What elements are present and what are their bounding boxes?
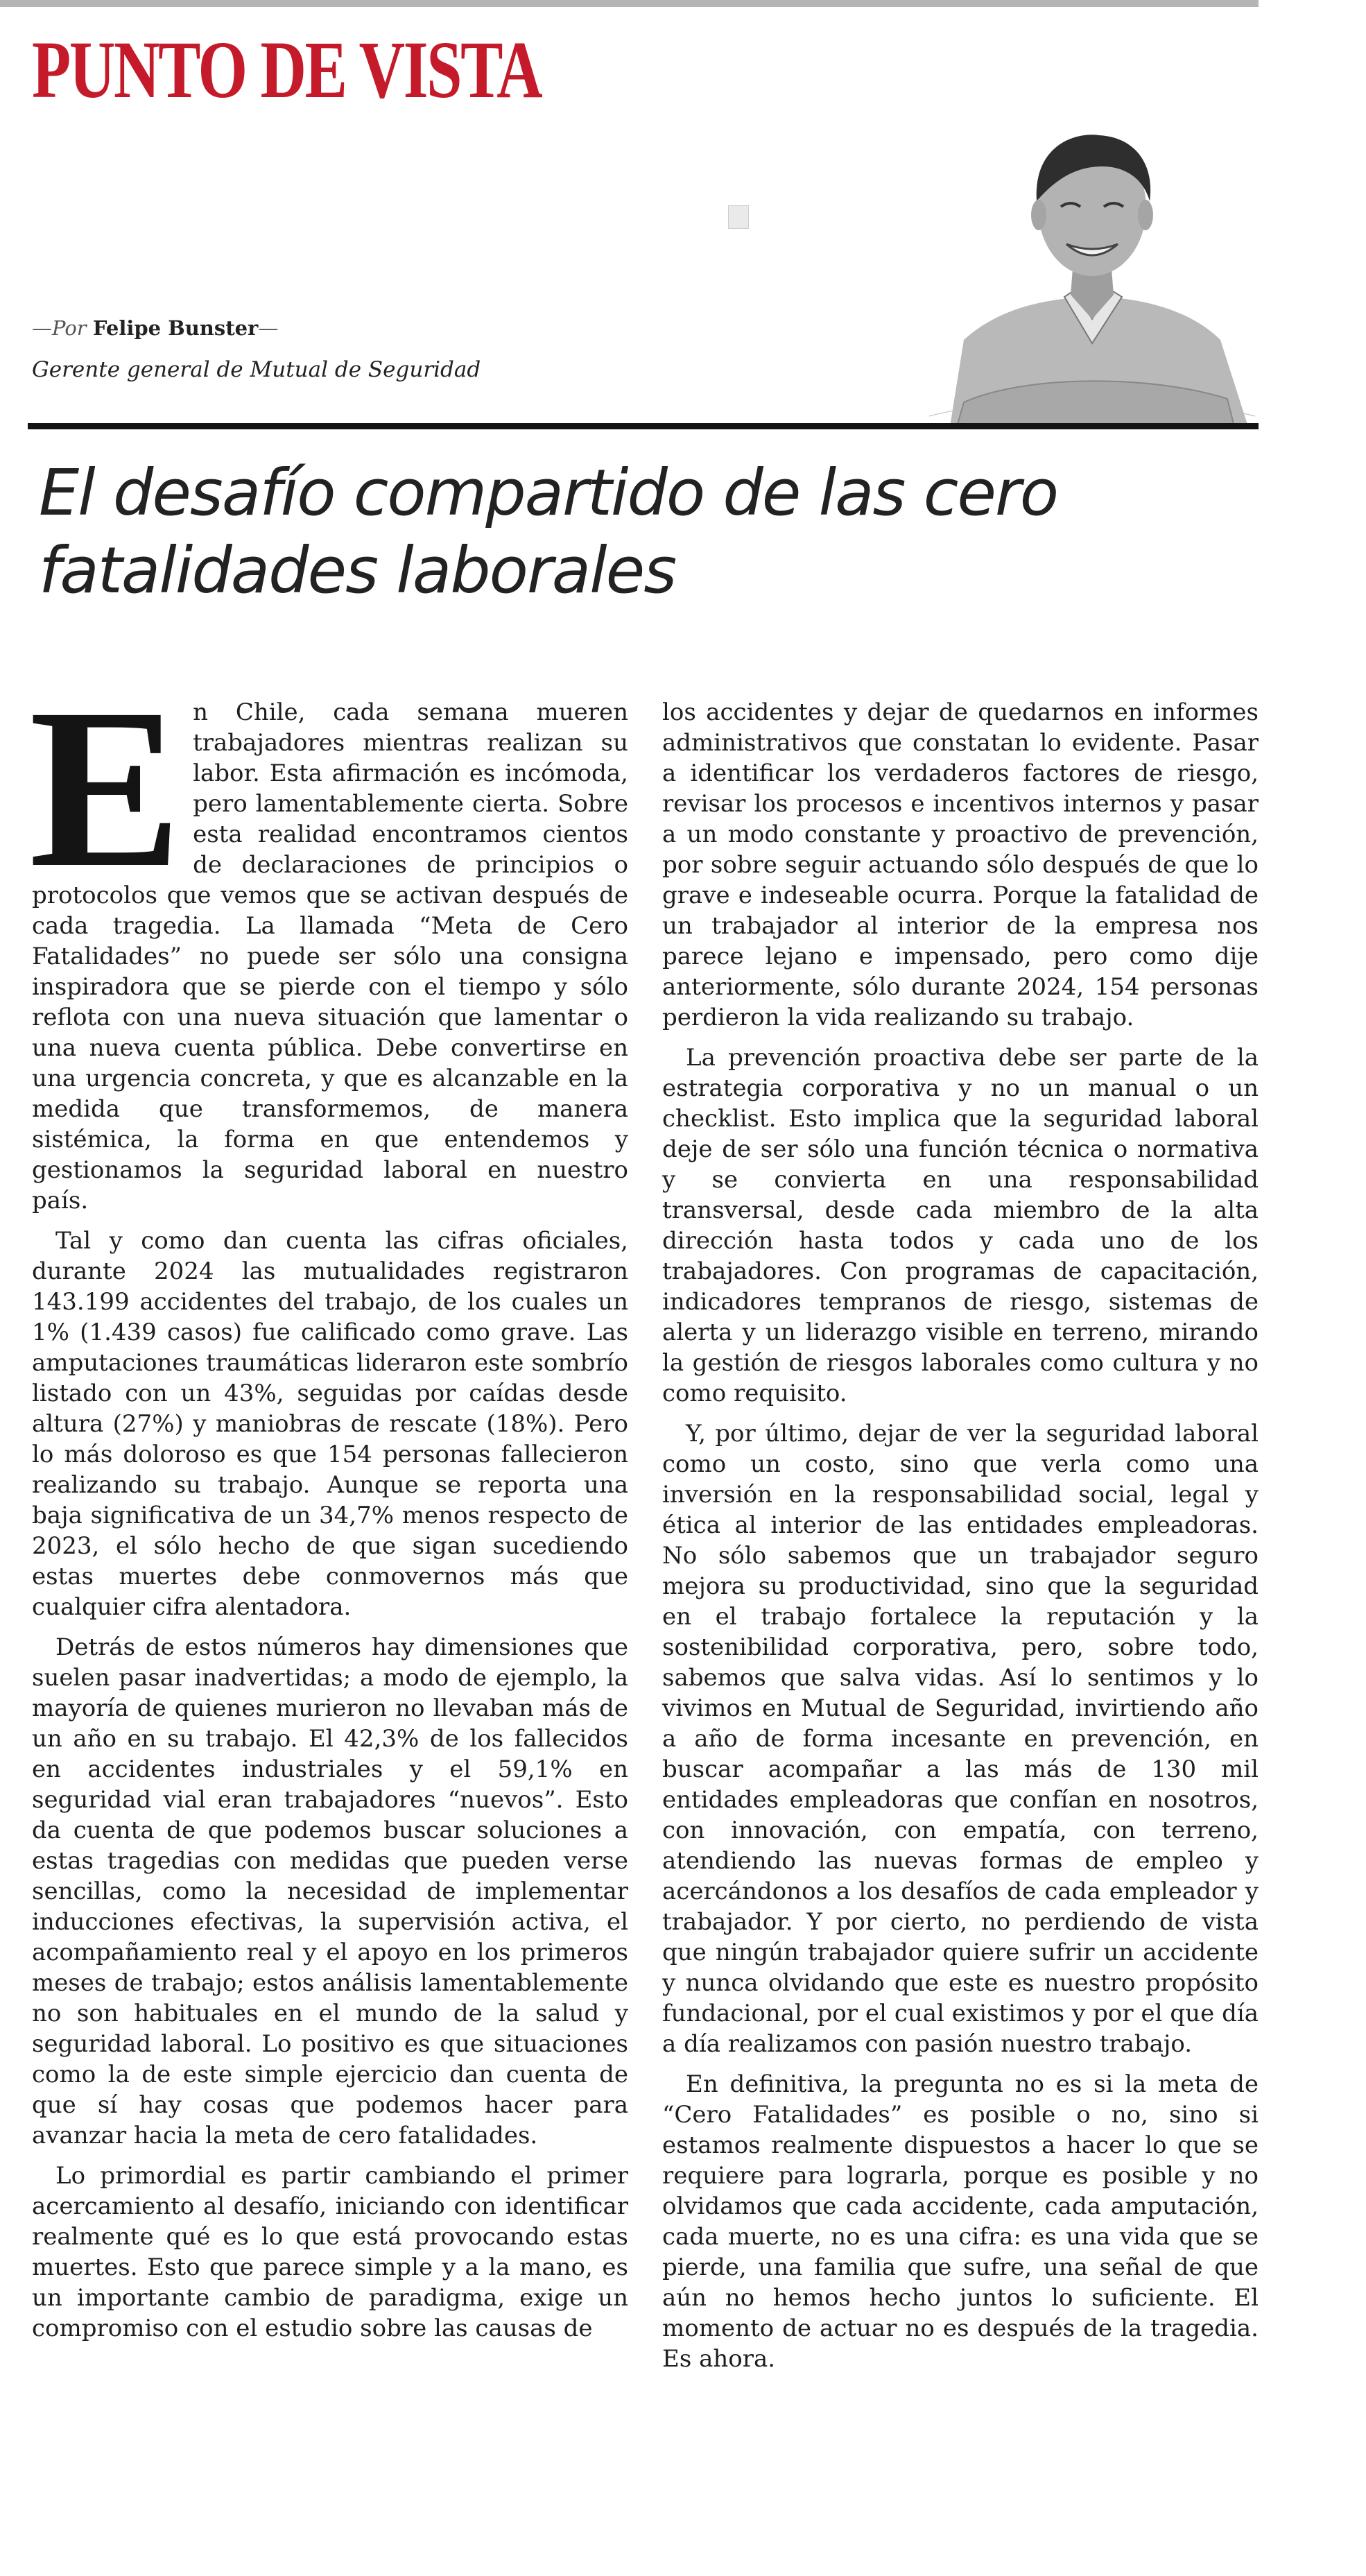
author-role: Gerente general de Mutual de Seguridad <box>32 357 481 382</box>
document-icon <box>728 205 749 229</box>
article-paragraph: Lo primordial es partir cambiando el primer acercamiento al desafío, iniciando con identificar realmente qué es lo que está provocando estas muertes. Esto que parece simple y a la mano, es un importante cambio de paradigma, exige un compromiso con el estudio sobre las causas de <box>32 2162 628 2342</box>
top-rule <box>0 0 1259 7</box>
author-photo <box>922 111 1262 427</box>
article-paragraph: Detrás de estos números hay dimensiones que suelen pasar inadvertidas; a modo de ejemplo, la mayoría de quienes murieron no llevaban más de un año en su trabajo. El 42,3% de los fallecidos en accidentes industriales y el 59,1% en seguridad vial eran trabajadores “nuevos”. Esto da cuenta de que podemos buscar soluciones a estas tragedias con medidas que pueden verse sencillas, como la necesidad de implementar inducciones efectivas, la supervisión activa, el acompañamiento real y el apoyo en los primeros meses de trabajo; estos análisis lamentablemente no son habituales en el mundo de la salud y seguridad laboral. Lo positivo es que situaciones como la de este simple ejercicio dan cuenta de que sí hay cosas que podemos hacer para avanzar hacia la meta de cero fatalidades. <box>32 1633 628 2149</box>
article-column-right <box>662 697 1259 2384</box>
article-paragraph <box>29 662 628 1216</box>
paragraph-text: n Chile, cada semana mueren trabajadores mientras realizan su labor. Esta afirmación es incómoda, pero lamentablemente cierta. Sobre esta realidad encontramos cientos de declaraciones de principios o protocolos que vemos que se activan después de cada tragedia. La llamada “Meta de Cero Fatalidades” no puede ser sólo una consigna inspiradora que se pierde con el tiempo y sólo reflota con una nueva situación que lamentar o una nueva cuenta pública. Debe convertirse en una urgencia concreta, y que es alcanzable en la medida que transformemos, de manera sistémica, la forma en que entendemos y gestionamos la seguridad laboral en nuestro país. <box>32 698 628 1214</box>
byline-prefix: Por <box>52 316 87 340</box>
author-name: Felipe Bunster <box>92 316 259 340</box>
drop-cap: E <box>29 662 182 915</box>
article-paragraph: La prevención proactiva debe ser parte de la estrategia corporativa y no un manual o un checklist. Esto implica que la seguridad laboral deje de ser sólo una función técnica o normativa y se convierta en una responsabilidad transversal, desde cada miembro de la alta dirección hasta todos y cada uno de los trabajadores. Con programas de capacitación, indicadores tempranos de riesgo, sistemas de alerta y un liderazgo visible en terreno, mirando la gestión de riesgos laborales como cultura y no como requisito. <box>662 1044 1259 1407</box>
article-paragraph: Tal y como dan cuenta las cifras oficiales, durante 2024 las mutualidades registraron 143.199 accidentes del trabajo, de los cuales un 1% (1.439 casos) fue calificado como grave. Las amputaciones traumáticas lideraron este sombrío listado con un 43%, seguidas por caídas desde altura (27%) y maniobras de rescate (18%). Pero lo más doloroso es que 154 personas fallecieron realizando su trabajo. Aunque se reporta una baja significativa de un 34,7% menos respecto de 2023, el sólo hecho de que sigan sucediendo estas muertes debe conmovernos más que cualquier cifra alentadora. <box>32 1227 628 1621</box>
article-paragraph: En definitiva, la pregunta no es si la meta de “Cero Fatalidades” es posible o no, sino si estamos realmente dispuestos a hacer lo que se requiere para lograrla, porque es posible y no olvidamos que cada accidente, cada amputación, cada muerte, no es una cifra: es una vida que se pierde, una familia que sufre, una señal de que aún no hemos hecho juntos lo suficiente. El momento de actuar no es después de la tragedia. Es ahora. <box>662 2070 1259 2373</box>
article-paragraph: Y, por último, dejar de ver la seguridad laboral como un costo, sino que verla como una inversión en la responsabilidad social, legal y ética al interior de las entidades empleadoras. No sólo sabemos que un trabajador seguro mejora su productividad, sino que la seguridad en el trabajo fortalece la reputación y la sostenibilidad corporativa, pero, sobre todo, sabemos que salva vidas. Así lo sentimos y lo vivimos en Mutual de Seguridad, invirtiendo año a año de forma incesante en prevención, en buscar acompañar a las más de 130 mil entidades empleadoras que confían en nosotros, con innovación, con empatía, con terreno, atendiendo las nuevas formas de empleo y acercándonos a los desafíos de cada empleador y trabajador. Y por cierto, no perdiendo de vista que ningún trabajador quiere sufrir un accidente y nunca olvidando que este es nuestro propósito fundacional, por el cual existimos y por el que día a día realizamos con pasión nuestro trabajo. <box>662 1420 1259 2058</box>
article-paragraph: los accidentes y dejar de quedarnos en informes administrativos que constatan lo evidente. Pasar a identificar los verdaderos factores de riesgo, revisar los procesos e incentivos internos y pasar a un modo constante y proactivo de prevención, por sobre seguir actuando sólo después de que lo grave e indeseable ocurra. Porque la fatalidad de un trabajador al interior de la empresa nos parece lejano e impensado, pero como dije anteriormente, sólo durante 2024, 154 personas perdieron la vida realizando su trabajo. <box>662 698 1259 1031</box>
section-title: PUNTO DE VISTA <box>32 24 542 115</box>
article-column-left <box>29 662 628 2353</box>
headline: El desafío compartido de las cero fatalidades laborales <box>39 456 1058 608</box>
headline-rule <box>28 423 1259 429</box>
byline: —Por Felipe Bunster— <box>32 316 279 340</box>
